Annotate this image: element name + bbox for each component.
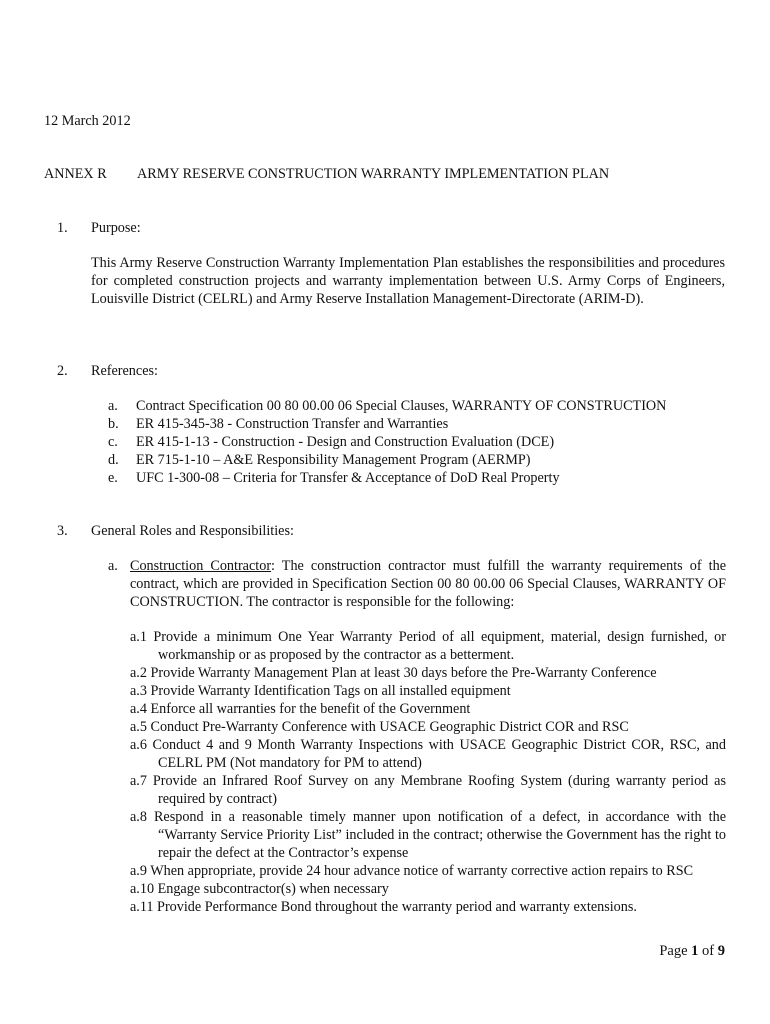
list-item [108,451,728,469]
of-word: of [702,943,715,959]
list-marker: a. [108,398,118,414]
reference-text: ER 715-1-10 – A&E Responsibility Management Program (AERMP) [136,452,531,468]
contractor-paragraph [130,557,726,611]
list-item: a.11 Provide Performance Bond throughout the warranty period and warranty extensions. [130,899,637,915]
section-number: 1. [57,220,68,236]
section-number: 3. [57,523,68,539]
reference-text: UFC 1-300-08 – Criteria for Transfer & Acceptance of DoD Real Property [136,470,560,486]
section-number: 2. [57,363,68,379]
list-marker: d. [108,452,119,468]
contractor-subsection [108,557,726,611]
list-item [108,397,728,415]
subsection-title: Construction Contractor [130,558,272,574]
list-item: a.5 Conduct Pre-Warranty Conference with USACE Geographic District COR and RSC [130,719,629,735]
list-item: a.10 Engage subcontractor(s) when necessary [130,881,389,897]
list-marker: e. [108,470,118,486]
total-pages: 9 [717,943,725,959]
reference-text: ER 415-345-38 - Construction Transfer and Warranties [136,416,449,432]
annex-title: ARMY RESERVE CONSTRUCTION WARRANTY IMPLEMENTATION PLAN [137,166,610,182]
list-item: a.8 Respond in a reasonable timely manner upon notification of a defect, in accordance with the “Warranty Service Priority List” included in the contract; otherwise the Government has the right to repair the defect at the Contractor’s expense [130,809,726,861]
list-item: a.6 Conduct 4 and 9 Month Warranty Inspections with USACE Geographic District COR, RSC, and CELRL PM (Not mandatory for PM to attend) [130,737,726,771]
contractor-responsibilities-list [130,628,726,916]
page-word: Page [659,943,688,959]
list-marker: c. [108,434,118,450]
annex-label: ANNEX R [44,166,107,182]
subsection-text: : The construction contractor must fulfill the warranty requirements of the contract, which are provided in Specification Section 00 80 00.00 06 Special Clauses, WARRANTY OF CONSTRUCTION. The contractor is responsible for the following: [130,558,726,610]
references-list [108,397,728,487]
section-heading: Purpose: [91,220,141,236]
document-date: 12 March 2012 [44,113,131,129]
list-item: a.7 Provide an Infrared Roof Survey on any Membrane Roofing System (during warranty period as required by contract) [130,773,726,807]
list-item: a.3 Provide Warranty Identification Tags on all installed equipment [130,683,511,699]
section-heading: References: [91,363,158,379]
list-item [108,415,728,433]
list-item: a.2 Provide Warranty Management Plan at least 30 days before the Pre-Warranty Conference [130,665,657,681]
list-item: a.1 Provide a minimum One Year Warranty Period of all equipment, material, design furnished, or workmanship or as proposed by the contractor as a betterment. [130,629,726,663]
purpose-paragraph: This Army Reserve Construction Warranty Implementation Plan establishes the responsibilities and procedures for completed construction projects and warranty implementation between U.S. Army Corps of Engineers, Louisville District (CELRL) and Army Reserve Installation Management-Directorate (ARIM-D). [91,255,725,307]
page-number [659,942,725,960]
list-item: a.9 When appropriate, provide 24 hour advance notice of warranty corrective action repairs to RSC [130,863,694,879]
list-item: a.4 Enforce all warranties for the benefit of the Government [130,701,471,717]
section-heading: General Roles and Responsibilities: [91,523,294,539]
reference-text: Contract Specification 00 80 00.00 06 Special Clauses, WARRANTY OF CONSTRUCTION [136,398,667,414]
list-item [108,469,728,487]
list-marker: a. [108,558,118,574]
reference-text: ER 415-1-13 - Construction - Design and Construction Evaluation (DCE) [136,434,555,450]
list-marker: b. [108,416,119,432]
current-page: 1 [691,943,699,959]
list-item [108,433,728,451]
